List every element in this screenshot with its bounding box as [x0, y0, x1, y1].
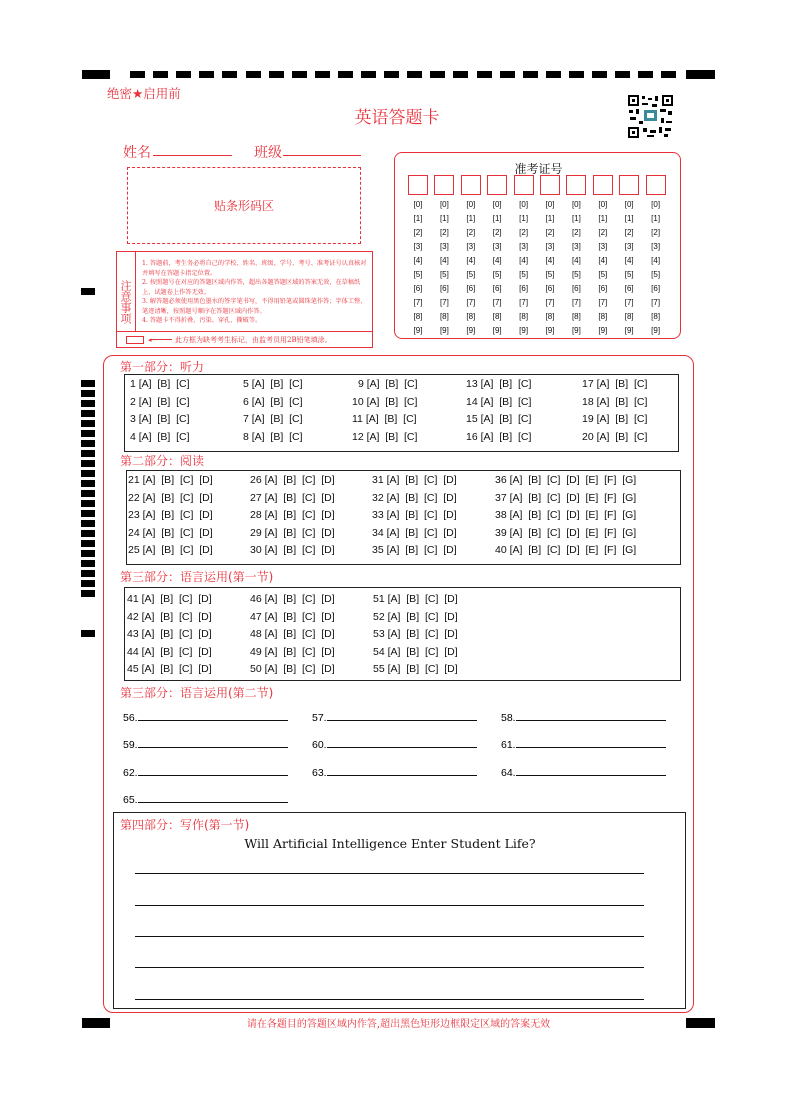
- absent-mark-box[interactable]: [126, 336, 144, 344]
- section-title-writing: 第四部分：写作(第一节): [120, 818, 250, 832]
- timing-mark: [81, 480, 95, 487]
- notice-title: 注意事项: [117, 252, 136, 331]
- name-label: 姓名: [123, 145, 151, 161]
- exam-id-bubble[interactable]: [7]: [466, 298, 476, 307]
- timing-mark: [81, 590, 95, 597]
- notice-item: 1. 答题前，考生务必将自己的学校、姓名、班级、学号、考号、准考证号认真核对并填写在答题卡指定位置。: [142, 260, 367, 277]
- blank-line[interactable]: [516, 738, 666, 748]
- exam-id-bubble[interactable]: [3]: [439, 242, 449, 251]
- blank-line[interactable]: [327, 766, 477, 776]
- exam-id-bubble[interactable]: [8]: [466, 312, 476, 321]
- question-row[interactable]: 51 [A] [B] [C] [D]: [373, 593, 458, 605]
- qr-code: [628, 95, 673, 138]
- timing-mark: [81, 580, 95, 587]
- writing-line[interactable]: [135, 936, 644, 937]
- fill-blank[interactable]: [312, 711, 477, 724]
- timing-dash: [430, 71, 445, 78]
- exam-id-bubble[interactable]: [5]: [545, 270, 555, 279]
- exam-id-bubble[interactable]: [1]: [598, 214, 608, 223]
- question-row[interactable]: 37 [A] [B] [C] [D] [E] [F] [G]: [495, 491, 637, 504]
- writing-line[interactable]: [135, 873, 644, 874]
- question-row[interactable]: 36 [A] [B] [C] [D] [E] [F] [G]: [495, 474, 637, 486]
- blank-number: 59.: [123, 739, 138, 752]
- exam-id-bubble[interactable]: [8]: [571, 312, 581, 321]
- exam-id-bubble[interactable]: [3]: [519, 242, 529, 251]
- exam-id-bubble[interactable]: [0]: [651, 200, 661, 209]
- exam-id-digit-box[interactable]: [593, 175, 613, 195]
- timing-mark: [686, 70, 715, 79]
- question-row[interactable]: 48 [A] [B] [C] [D]: [250, 628, 335, 640]
- exam-id-bubble[interactable]: [5]: [571, 270, 581, 279]
- timing-mark: [82, 70, 110, 79]
- blank-line[interactable]: [138, 793, 288, 803]
- exam-id-bubble[interactable]: [0]: [439, 200, 449, 209]
- section-title-reading: 第二部分：阅读: [120, 454, 205, 468]
- exam-id-bubble[interactable]: [8]: [439, 312, 449, 321]
- question-row[interactable]: 50 [A] [B] [C] [D]: [250, 663, 335, 675]
- page-title: 英语答题卡: [354, 108, 440, 128]
- timing-mark: [81, 450, 95, 457]
- timing-dash: [199, 71, 214, 78]
- exam-id-bubble[interactable]: [1]: [519, 214, 529, 223]
- section-title-listening: 第一部分：听力: [120, 360, 205, 374]
- exam-id-bubble[interactable]: [4]: [571, 256, 581, 265]
- blank-number: 62.: [123, 766, 138, 779]
- timing-dash: [661, 71, 676, 78]
- exam-id-bubble[interactable]: [6]: [439, 284, 449, 293]
- notice-list: [142, 259, 370, 326]
- timing-mark: [81, 400, 95, 407]
- question-row[interactable]: 34 [A] [B] [C] [D]: [372, 526, 457, 539]
- blank-number: 57.: [312, 712, 327, 724]
- exam-id-bubble[interactable]: [9]: [413, 326, 423, 335]
- question-row[interactable]: 55 [A] [B] [C] [D]: [373, 663, 458, 675]
- exam-id-bubble[interactable]: [5]: [651, 270, 661, 279]
- exam-id-bubble[interactable]: [9]: [519, 326, 529, 335]
- question-row[interactable]: 41 [A] [B] [C] [D]: [127, 593, 212, 605]
- question-row[interactable]: 17 [A] [B] [C]: [582, 378, 648, 390]
- question-row[interactable]: 4 [A] [B] [C]: [130, 430, 190, 443]
- fill-blank[interactable]: [123, 738, 288, 751]
- question-row[interactable]: 53 [A] [B] [C] [D]: [373, 628, 458, 640]
- timing-mark: [81, 520, 95, 527]
- notice-item: 3. 解答题必须使用黑色墨水的签字笔书写，不得用铅笔或圆珠笔作答；字体工整、笔迹清晰，按照题号顺序在答题区域内作答。: [142, 298, 367, 315]
- exam-id-bubble[interactable]: [6]: [651, 284, 661, 293]
- exam-id-bubble[interactable]: [2]: [571, 228, 581, 237]
- barcode-area: [127, 167, 361, 244]
- exam-id-bubble[interactable]: [3]: [492, 242, 502, 251]
- writing-line[interactable]: [135, 967, 644, 968]
- timing-dash: [500, 71, 515, 78]
- exam-id-bubble[interactable]: [4]: [624, 256, 634, 265]
- timing-mark: [81, 420, 95, 427]
- exam-id-bubble[interactable]: [6]: [624, 284, 634, 293]
- exam-id-bubble[interactable]: [7]: [651, 298, 661, 307]
- blank-line[interactable]: [516, 766, 666, 776]
- exam-id-bubble[interactable]: [5]: [413, 270, 423, 279]
- timing-mark: [81, 500, 95, 507]
- name-field[interactable]: [153, 155, 232, 156]
- question-row[interactable]: 19 [A] [B] [C]: [582, 413, 648, 426]
- notice-item: 2. 按照题号在对应的答题区域内作答，超出各题答题区域的答案无效，在草稿纸上、试题卷上作答无效。: [142, 279, 361, 296]
- blank-number: 64.: [501, 766, 516, 779]
- question-row[interactable]: 46 [A] [B] [C] [D]: [250, 593, 335, 605]
- exam-id-bubble[interactable]: [1]: [466, 214, 476, 223]
- question-row[interactable]: 44 [A] [B] [C] [D]: [127, 645, 212, 658]
- timing-dash: [222, 71, 237, 78]
- question-row[interactable]: 8 [A] [B] [C]: [243, 430, 303, 443]
- blank-number: 65.: [123, 793, 138, 806]
- exam-id-bubble[interactable]: [8]: [545, 312, 555, 321]
- question-row[interactable]: 10 [A] [B] [C]: [352, 395, 418, 408]
- exam-id-bubble[interactable]: [7]: [598, 298, 608, 307]
- question-row[interactable]: 31 [A] [B] [C] [D]: [372, 474, 457, 486]
- timing-mark: [81, 440, 95, 447]
- exam-id-bubble[interactable]: [0]: [624, 200, 634, 209]
- exam-id-digit-box[interactable]: [540, 175, 560, 195]
- exam-id-bubble[interactable]: [1]: [651, 214, 661, 223]
- timing-mark: [81, 470, 95, 477]
- exam-id-bubble[interactable]: [7]: [519, 298, 529, 307]
- timing-dash: [176, 71, 191, 78]
- exam-id-bubble[interactable]: [3]: [624, 242, 634, 251]
- exam-id-bubble[interactable]: [2]: [624, 228, 634, 237]
- exam-id-bubble[interactable]: [1]: [492, 214, 502, 223]
- question-row[interactable]: 27 [A] [B] [C] [D]: [250, 491, 335, 504]
- timing-dash: [269, 71, 284, 78]
- exam-id-bubble[interactable]: [9]: [545, 326, 555, 335]
- exam-id-bubble[interactable]: [3]: [571, 242, 581, 251]
- fill-blank[interactable]: [312, 766, 477, 779]
- exam-id-bubble[interactable]: [6]: [545, 284, 555, 293]
- notice-item: 4. 答题卡不得折叠、污染、穿孔、撕破等。: [142, 317, 262, 324]
- exam-id-bubble[interactable]: [0]: [598, 200, 608, 209]
- exam-id-bubble[interactable]: [2]: [651, 228, 661, 237]
- exam-id-bubble[interactable]: [0]: [466, 200, 476, 209]
- exam-id-bubble[interactable]: [4]: [545, 256, 555, 265]
- fill-blank[interactable]: [501, 711, 666, 724]
- timing-dash: [546, 71, 561, 78]
- timing-dash: [592, 71, 607, 78]
- exam-id-digit-box[interactable]: [646, 175, 666, 195]
- exam-id-bubble[interactable]: [2]: [413, 228, 423, 237]
- question-row[interactable]: 2 [A] [B] [C]: [130, 395, 190, 408]
- timing-mark: [81, 550, 95, 557]
- timing-dash: [569, 71, 584, 78]
- blank-line[interactable]: [327, 738, 477, 748]
- exam-id-bubble[interactable]: [5]: [439, 270, 449, 279]
- exam-id-bubble[interactable]: [1]: [545, 214, 555, 223]
- timing-dash: [615, 71, 630, 78]
- exam-id-bubble[interactable]: [1]: [624, 214, 634, 223]
- blank-number: 56.: [123, 712, 138, 724]
- question-row[interactable]: 9 [A] [B] [C]: [358, 378, 418, 390]
- fill-blank[interactable]: [123, 793, 288, 806]
- exam-id-bubble[interactable]: [4]: [466, 256, 476, 265]
- timing-dash: [477, 71, 492, 78]
- timing-dash: [338, 71, 353, 78]
- timing-dash: [315, 71, 330, 78]
- writing-line[interactable]: [135, 999, 644, 1000]
- section-title-language1: 第三部分：语言运用(第一节): [120, 570, 274, 584]
- exam-id-bubble[interactable]: [8]: [651, 312, 661, 321]
- question-row[interactable]: 3 [A] [B] [C]: [130, 413, 190, 426]
- exam-id-title: 准考证号: [514, 162, 563, 176]
- exam-id-bubble[interactable]: [1]: [439, 214, 449, 223]
- exam-id-digit-box[interactable]: [487, 175, 507, 195]
- question-row[interactable]: 54 [A] [B] [C] [D]: [373, 645, 458, 658]
- fill-blank[interactable]: [501, 738, 666, 751]
- question-row[interactable]: 52 [A] [B] [C] [D]: [373, 610, 458, 623]
- timing-mark: [81, 390, 95, 397]
- fill-blank[interactable]: [123, 711, 288, 724]
- writing-prompt: Will Artificial Intelligence Enter Student Life?: [244, 836, 536, 851]
- exam-id-bubble[interactable]: [6]: [413, 284, 423, 293]
- exam-id-bubble[interactable]: [8]: [413, 312, 423, 321]
- question-row[interactable]: 30 [A] [B] [C] [D]: [250, 544, 335, 556]
- exam-id-bubble[interactable]: [5]: [466, 270, 476, 279]
- arrow-left-icon: [150, 339, 172, 340]
- exam-id-bubble[interactable]: [6]: [571, 284, 581, 293]
- timing-mark: [81, 560, 95, 567]
- exam-id-bubble[interactable]: [2]: [519, 228, 529, 237]
- exam-id-bubble[interactable]: [8]: [598, 312, 608, 321]
- question-row[interactable]: 15 [A] [B] [C]: [466, 413, 532, 426]
- fill-blank[interactable]: [501, 766, 666, 779]
- question-row[interactable]: 16 [A] [B] [C]: [466, 430, 532, 443]
- timing-mark: [81, 630, 95, 637]
- timing-mark: [81, 410, 95, 417]
- timing-mark: [81, 510, 95, 517]
- timing-dash: [453, 71, 468, 78]
- timing-mark: [81, 490, 95, 497]
- blank-line[interactable]: [138, 766, 288, 776]
- exam-id-bubble[interactable]: [1]: [413, 214, 423, 223]
- exam-id-bubble[interactable]: [4]: [598, 256, 608, 265]
- exam-id-bubble[interactable]: [2]: [545, 228, 555, 237]
- exam-id-bubble[interactable]: [3]: [651, 242, 661, 251]
- question-row[interactable]: 39 [A] [B] [C] [D] [E] [F] [G]: [495, 526, 637, 539]
- question-row[interactable]: 47 [A] [B] [C] [D]: [250, 610, 335, 623]
- timing-dash: [292, 71, 307, 78]
- exam-id-bubble[interactable]: [5]: [492, 270, 502, 279]
- exam-id-bubble[interactable]: [8]: [519, 312, 529, 321]
- blank-number: 58.: [501, 712, 516, 724]
- exam-id-bubble[interactable]: [8]: [492, 312, 502, 321]
- question-row[interactable]: 22 [A] [B] [C] [D]: [128, 491, 213, 504]
- exam-id-box: [394, 152, 681, 339]
- barcode-label: 贴条形码区: [213, 199, 274, 213]
- question-row[interactable]: 13 [A] [B] [C]: [466, 378, 532, 390]
- exam-id-bubble[interactable]: [0]: [413, 200, 423, 209]
- question-row[interactable]: 33 [A] [B] [C] [D]: [372, 509, 457, 521]
- question-row[interactable]: 14 [A] [B] [C]: [466, 395, 532, 408]
- exam-id-digit-box[interactable]: [619, 175, 639, 195]
- timing-dash: [638, 71, 653, 78]
- exam-id-bubble[interactable]: [2]: [439, 228, 449, 237]
- exam-id-bubble[interactable]: [3]: [413, 242, 423, 251]
- blank-line[interactable]: [327, 711, 477, 721]
- timing-mark: [81, 530, 95, 537]
- exam-id-bubble[interactable]: [2]: [492, 228, 502, 237]
- exam-id-bubble[interactable]: [9]: [598, 326, 608, 335]
- exam-id-bubble[interactable]: [3]: [545, 242, 555, 251]
- section-title-language2: 第三部分：语言运用(第二节): [120, 686, 274, 700]
- absent-note: 此方框为缺考考生标记，由监考员用2B铅笔填涂。: [175, 336, 332, 344]
- exam-id-bubble[interactable]: [6]: [492, 284, 502, 293]
- exam-id-bubble[interactable]: [9]: [492, 326, 502, 335]
- timing-mark: [81, 380, 95, 387]
- exam-id-digit-box[interactable]: [434, 175, 454, 195]
- fill-blank[interactable]: [123, 766, 288, 779]
- notice-box: 注意事项 1. 答题前，考生务必将自己的学校、姓名、班级、学号、考号、准考证号认真核对并填写在答题卡指定位置。 2. 按照题号在对应的答题区域内作答，超出各题答题区域的答案无效，在草稿纸上、试题卷上作答无效。 3. 解答题必须使用黑色墨水的签字笔书写，不得用铅笔或圆珠笔作答；字体工整、笔迹清晰，按照题号顺序在答题区域内作答。 4. 答题卡不得折叠、污染、穿孔、撕破等。 ◂ 此方框为缺考考生标记，由监考员用2B铅笔填涂。: [116, 251, 373, 348]
- exam-id-bubble[interactable]: [4]: [413, 256, 423, 265]
- writing-line[interactable]: [135, 905, 644, 906]
- exam-id-bubble[interactable]: [0]: [571, 200, 581, 209]
- exam-id-bubble[interactable]: [5]: [624, 270, 634, 279]
- question-row[interactable]: 1 [A] [B] [C]: [130, 378, 190, 390]
- exam-id-bubble[interactable]: [0]: [492, 200, 502, 209]
- question-row[interactable]: 5 [A] [B] [C]: [243, 378, 303, 390]
- timing-dash: [153, 71, 168, 78]
- question-row[interactable]: 38 [A] [B] [C] [D] [E] [F] [G]: [495, 509, 637, 521]
- exam-id-bubble[interactable]: [5]: [598, 270, 608, 279]
- exam-id-bubble[interactable]: [0]: [545, 200, 555, 209]
- exam-id-bubble[interactable]: [7]: [571, 298, 581, 307]
- question-row[interactable]: 18 [A] [B] [C]: [582, 395, 648, 408]
- blank-number: 60.: [312, 739, 327, 752]
- exam-id-digit-box[interactable]: [408, 175, 428, 195]
- exam-id-digit-box[interactable]: [566, 175, 586, 195]
- exam-id-bubble[interactable]: [9]: [466, 326, 476, 335]
- fill-blank[interactable]: [312, 738, 477, 751]
- question-row[interactable]: 28 [A] [B] [C] [D]: [250, 509, 335, 521]
- question-row[interactable]: 32 [A] [B] [C] [D]: [372, 491, 457, 504]
- question-row[interactable]: 21 [A] [B] [C] [D]: [128, 474, 213, 486]
- exam-id-bubble[interactable]: [7]: [439, 298, 449, 307]
- question-row[interactable]: 43 [A] [B] [C] [D]: [127, 628, 212, 640]
- class-label: 班级: [254, 145, 282, 161]
- exam-id-bubble[interactable]: [4]: [651, 256, 661, 265]
- exam-id-bubble[interactable]: [7]: [492, 298, 502, 307]
- exam-id-bubble[interactable]: [4]: [519, 256, 529, 265]
- exam-id-bubble[interactable]: [9]: [439, 326, 449, 335]
- footer-note: 请在各题目的答题区域内作答,超出黑色矩形边框限定区域的答案无效: [246, 1019, 551, 1030]
- timing-mark: [81, 570, 95, 577]
- timing-dash: [130, 71, 145, 78]
- exam-id-bubble[interactable]: [5]: [519, 270, 529, 279]
- exam-id-bubble[interactable]: [2]: [466, 228, 476, 237]
- exam-id-bubble[interactable]: [8]: [624, 312, 634, 321]
- exam-id-bubble[interactable]: [3]: [466, 242, 476, 251]
- timing-dash: [407, 71, 422, 78]
- question-row[interactable]: 49 [A] [B] [C] [D]: [250, 645, 335, 658]
- exam-id-bubble[interactable]: [7]: [545, 298, 555, 307]
- exam-id-bubble[interactable]: [1]: [571, 214, 581, 223]
- timing-mark: [81, 540, 95, 547]
- timing-dash: [384, 71, 399, 78]
- question-row[interactable]: 40 [A] [B] [C] [D] [E] [F] [G]: [495, 544, 637, 556]
- blank-line[interactable]: [138, 711, 288, 721]
- timing-mark: [81, 460, 95, 467]
- blank-line[interactable]: [138, 738, 288, 748]
- timing-mark: [81, 288, 95, 295]
- exam-id-bubble[interactable]: [2]: [598, 228, 608, 237]
- question-row[interactable]: 6 [A] [B] [C]: [243, 395, 303, 408]
- question-row[interactable]: 23 [A] [B] [C] [D]: [128, 509, 213, 521]
- exam-id-bubble[interactable]: [6]: [466, 284, 476, 293]
- question-row[interactable]: 35 [A] [B] [C] [D]: [372, 544, 457, 556]
- exam-id-bubble[interactable]: [3]: [598, 242, 608, 251]
- question-row[interactable]: 11 [A] [B] [C]: [352, 413, 417, 426]
- timing-dash: [361, 71, 376, 78]
- secret-label: 绝密★启用前: [107, 86, 181, 101]
- exam-id-digit-box[interactable]: [514, 175, 534, 195]
- question-row[interactable]: 20 [A] [B] [C]: [582, 430, 648, 443]
- exam-id-bubble[interactable]: [6]: [598, 284, 608, 293]
- question-row[interactable]: 7 [A] [B] [C]: [243, 413, 303, 426]
- exam-id-bubble[interactable]: [9]: [571, 326, 581, 335]
- exam-id-bubble[interactable]: [4]: [439, 256, 449, 265]
- question-row[interactable]: 25 [A] [B] [C] [D]: [128, 544, 213, 556]
- exam-id-bubble[interactable]: [7]: [624, 298, 634, 307]
- exam-id-bubble[interactable]: [7]: [413, 298, 423, 307]
- question-row[interactable]: 29 [A] [B] [C] [D]: [250, 526, 335, 539]
- question-row[interactable]: 26 [A] [B] [C] [D]: [250, 474, 335, 486]
- class-field[interactable]: [283, 155, 361, 156]
- exam-id-bubble[interactable]: [9]: [651, 326, 661, 335]
- question-row[interactable]: 45 [A] [B] [C] [D]: [127, 663, 212, 675]
- exam-id-digit-box[interactable]: [461, 175, 481, 195]
- blank-number: 61.: [501, 739, 516, 752]
- timing-dash: [523, 71, 538, 78]
- question-row[interactable]: 12 [A] [B] [C]: [352, 430, 418, 443]
- timing-mark: [81, 430, 95, 437]
- question-row[interactable]: 24 [A] [B] [C] [D]: [128, 526, 213, 539]
- exam-id-bubble[interactable]: [6]: [519, 284, 529, 293]
- exam-id-bubble[interactable]: [9]: [624, 326, 634, 335]
- blank-line[interactable]: [516, 711, 666, 721]
- exam-id-bubble[interactable]: [0]: [519, 200, 529, 209]
- exam-id-bubble[interactable]: [4]: [492, 256, 502, 265]
- blank-number: 63.: [312, 766, 327, 779]
- timing-dash: [246, 71, 261, 78]
- question-row[interactable]: 42 [A] [B] [C] [D]: [127, 610, 212, 623]
